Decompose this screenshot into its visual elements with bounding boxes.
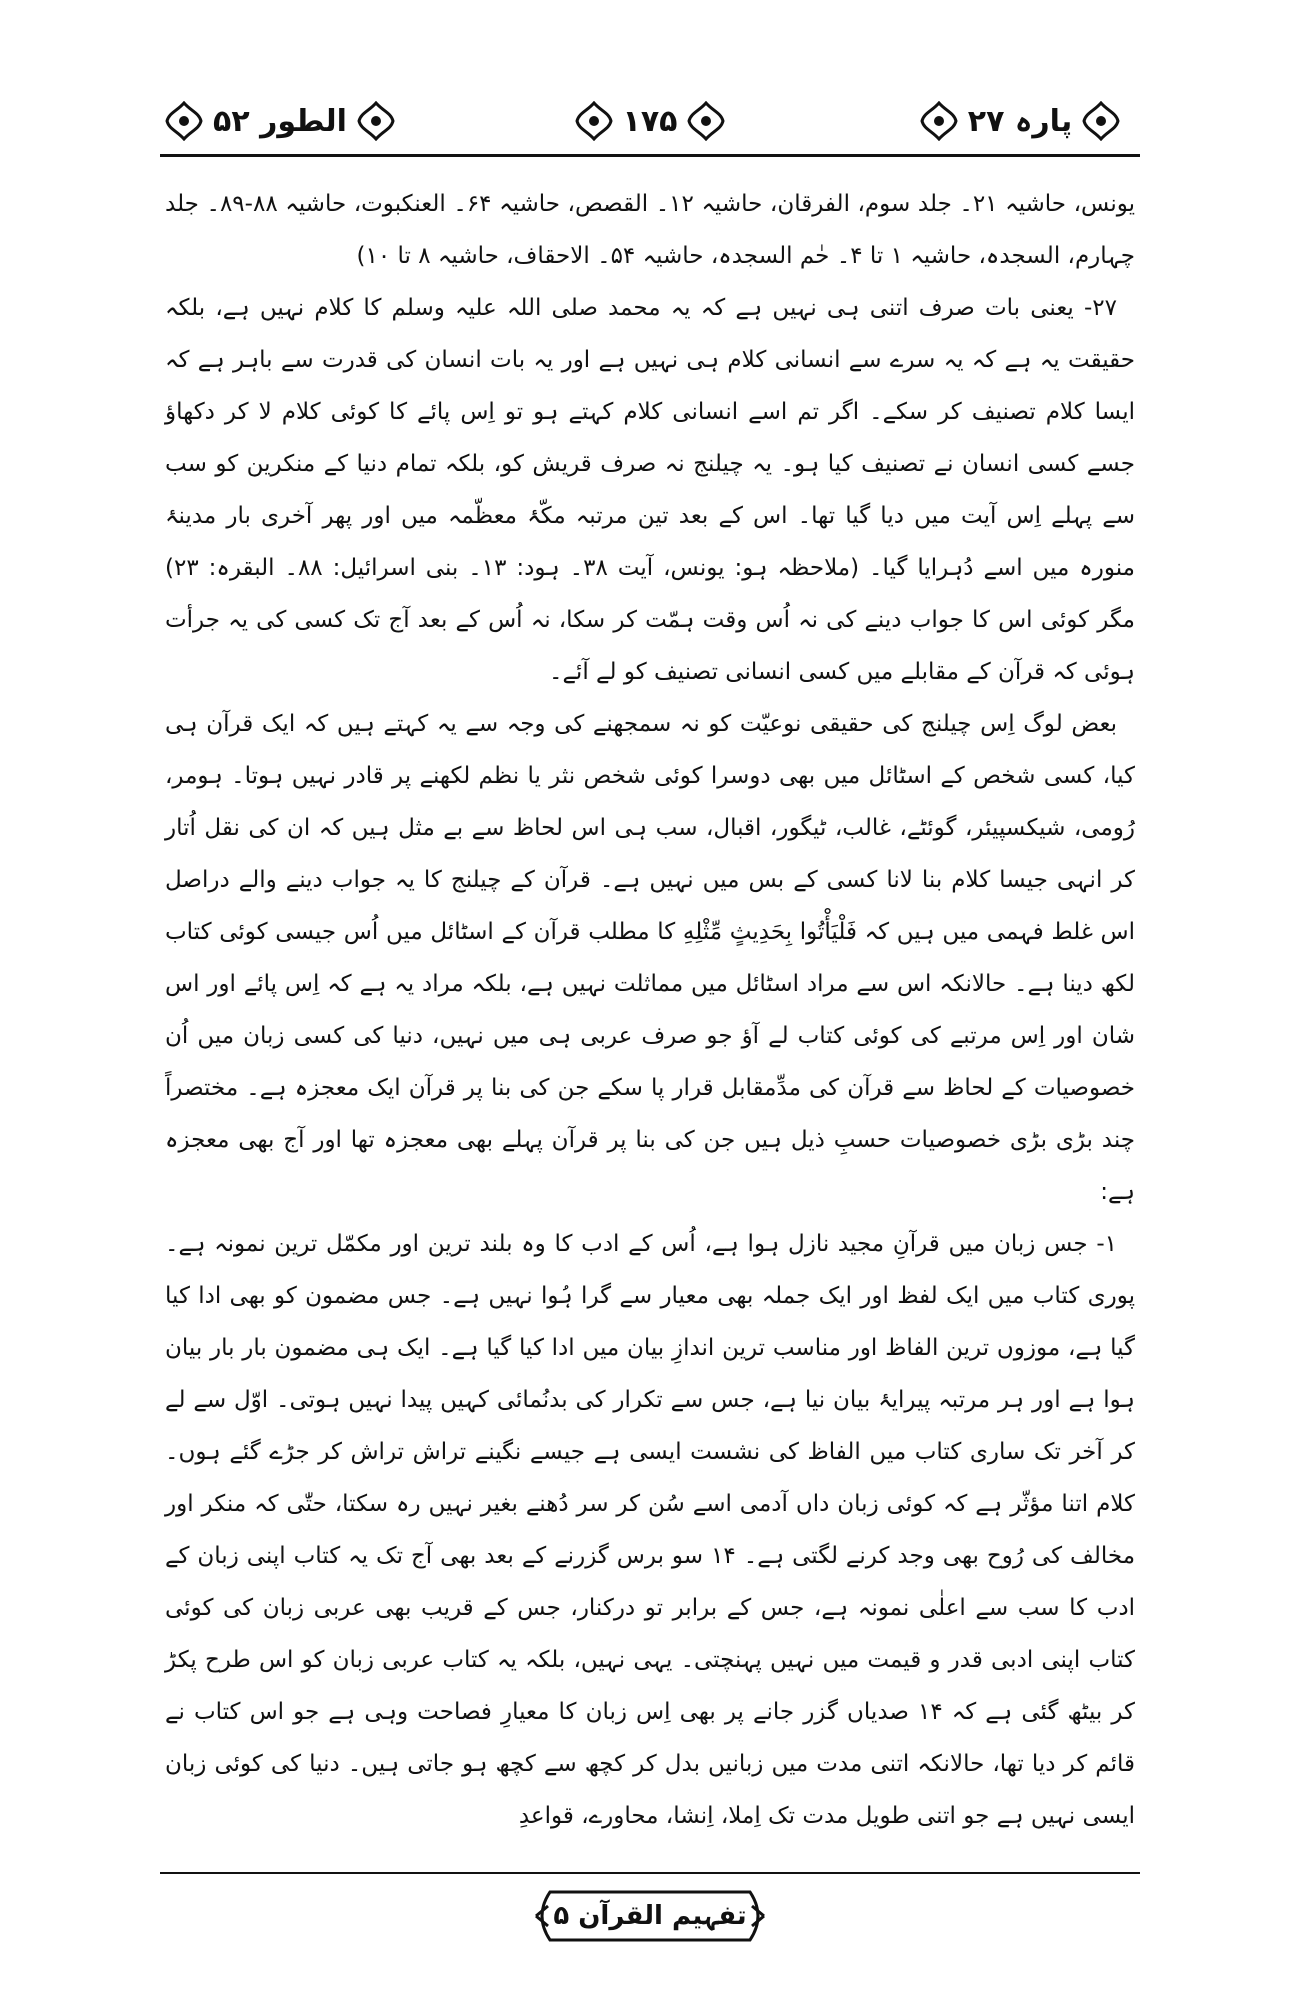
floral-ornament-icon [357,101,395,141]
footnote-27-paragraph: ۲۷- یعنی بات صرف اتنی ہی نہیں ہے کہ یہ محمد صلی اللہ علیہ وسلم کا کلام نہیں ہے، بلکہ حقیقت یہ ہے کہ یہ سرے سے انسانی کلام ہی نہیں ہے اور یہ بات انسان کی قدرت سے باہر ہے کہ ایسا کلام تصنیف کر سکے۔ اگر تم اسے انسانی کلام کہتے ہو تو اِس پائے کا کوئی کلام لا کر دکھاؤ جسے کسی انسان نے تصنیف کیا ہو۔ یہ چیلنج نہ صرف قریش کو، بلکہ تمام دنیا کے منکرین کو سب سے پہلے اِس آیت میں دیا گیا تھا۔ اس کے بعد تین مرتبہ مکّۂ معظّمہ میں اور پھر آخری بار مدینۂ منورہ میں اسے دُہرایا گیا۔ (ملاحظہ ہو: یونس، آیت ۳۸۔ ہود: ۱۳۔ بنی اسرائیل: ۸۸۔ البقرہ: ۲۳) مگر کوئی اس کا جواب دینے کی نہ اُس وقت ہمّت کر سکا، نہ اُس کے بعد آج تک کسی کی یہ جرأت ہوئی کہ قرآن کے مقابلے میں کسی انسانی تصنیف کو لے آئے۔ [165,295,1135,685]
point-1-paragraph: ۱- جس زبان میں قرآنِ مجید نازل ہوا ہے، اُس کے ادب کا وہ بلند ترین اور مکمّل ترین نمونہ ہے۔ پوری کتاب میں ایک لفظ اور ایک جملہ بھی معیار سے گرا ہُوا نہیں ہے۔ جس مضمون کو بھی ادا کیا گیا ہے، موزوں ترین الفاظ اور مناسب ترین اندازِ بیان میں ادا کیا گیا ہے۔ ایک ہی مضمون بار بار بیان ہوا ہے اور ہر مرتبہ پیرایۂ بیان نیا ہے، جس سے تکرار کی بدنُمائی کہیں پیدا نہیں ہوتی۔ اوّل سے لے کر آخر تک ساری کتاب میں الفاظ کی نشست ایسی ہے جیسے نگینے تراش تراش کر جڑے گئے ہوں۔ کلام اتنا مؤثّر ہے کہ کوئی زبان داں آدمی اسے سُن کر سر دُھنے بغیر نہیں رہ سکتا، حتّٰی کہ منکر اور مخالف کی رُوح بھی وجد کرنے لگتی ہے۔ ۱۴ سو برس گزرنے کے بعد بھی آج تک یہ کتاب اپنی زبان کے ادب کا سب سے اعلٰی نمونہ ہے، جس کے برابر تو درکنار، جس کے قریب بھی عربی زبان کی کوئی کتاب اپنی ادبی قدر و قیمت میں نہیں پہنچتی۔ یہی نہیں، بلکہ یہ کتاب عربی زبان کو اس طرح پکڑ کر بیٹھ گئی ہے کہ ۱۴ صدیاں گزر جانے پر بھی اِس زبان کا معیارِ فصاحت وہی ہے جو اس کتاب نے قائم کر دیا تھا، حالانکہ اتنی مدت میں زبانیں بدل کر کچھ سے کچھ ہو جاتی ہیں۔ دنیا کی کوئی زبان ایسی نہیں ہے جو اتنی طویل مدت تک اِملا، اِنشا، محاورے، قواعدِ [165,1231,1136,1829]
page-body [165,178,1135,1842]
floral-ornament-icon [687,101,725,141]
cartouche-frame [530,1888,770,1944]
para-label: پارہ ۲۷ [967,103,1073,139]
book-title: تفہیم القرآن ۵ [553,1901,747,1931]
page-header [160,92,1140,152]
surah-cartouche [160,98,400,144]
footer-rule [160,1872,1140,1874]
floral-ornament-icon [165,101,203,141]
page-number-cartouche [570,98,730,144]
floral-ornament-icon [575,101,613,141]
floral-ornament-icon [1082,101,1120,141]
page-number: ۱۷۵ [622,103,678,139]
surah-label: الطور ۵۲ [213,103,347,139]
challenge-paragraph: بعض لوگ اِس چیلنج کی حقیقی نوعیّت کو نہ سمجھنے کی وجہ سے یہ کہتے ہیں کہ ایک قرآن ہی کیا، کسی شخص کے اسٹائل میں بھی دوسرا کوئی شخص نثر یا نظم لکھنے پر قادر نہیں ہوتا۔ ہومر، رُومی، شیکسپیئر، گوئٹے، غالب، ٹیگور، اقبال، سب ہی اس لحاظ سے بے مثل ہیں کہ ان کی نقل اُتار کر انہی جیسا کلام بنا لانا کسی کے بس میں نہیں ہے۔ قرآن کے چیلنج کا یہ جواب دینے والے دراصل اس غلط فہمی میں ہیں کہ فَلْيَأْتُوا بِحَدِيثٍ مِّثْلِهِ کا مطلب قرآن کے اسٹائل میں اُس جیسی کوئی کتاب لکھ دینا ہے۔ حالانکہ اس سے مراد اسٹائل میں مماثلت نہیں ہے، بلکہ مراد یہ ہے کہ اِس پائے اور اس شان اور اِس مرتبے کی کوئی کتاب لے آؤ جو صرف عربی ہی میں نہیں، دنیا کی کسی زبان میں اُن خصوصیات کے لحاظ سے قرآن کی مدِّمقابل قرار پا سکے جن کی بنا پر قرآن ایک معجزہ ہے۔ مختصراً چند بڑی بڑی خصوصیات حسبِ ذیل ہیں جن کی بنا پر قرآن پہلے بھی معجزہ تھا اور آج بھی معجزہ ہے: [165,711,1135,1205]
book-title-cartouche [530,1888,770,1944]
header-rule [160,154,1140,157]
floral-ornament-icon [920,101,958,141]
reference-paragraph: یونس، حاشیہ ۲۱۔ جلد سوم، الفرقان، حاشیہ ۱۲۔ القصص، حاشیہ ۶۴۔ العنکبوت، حاشیہ ۸۸-۸۹۔ جلد چہارم، السجدہ، حاشیہ ۱ تا ۴۔ حٰم السجدہ، حاشیہ ۵۴۔ الاحقاف، حاشیہ ۸ تا ۱۰) [165,191,1136,269]
para-cartouche [900,98,1140,144]
